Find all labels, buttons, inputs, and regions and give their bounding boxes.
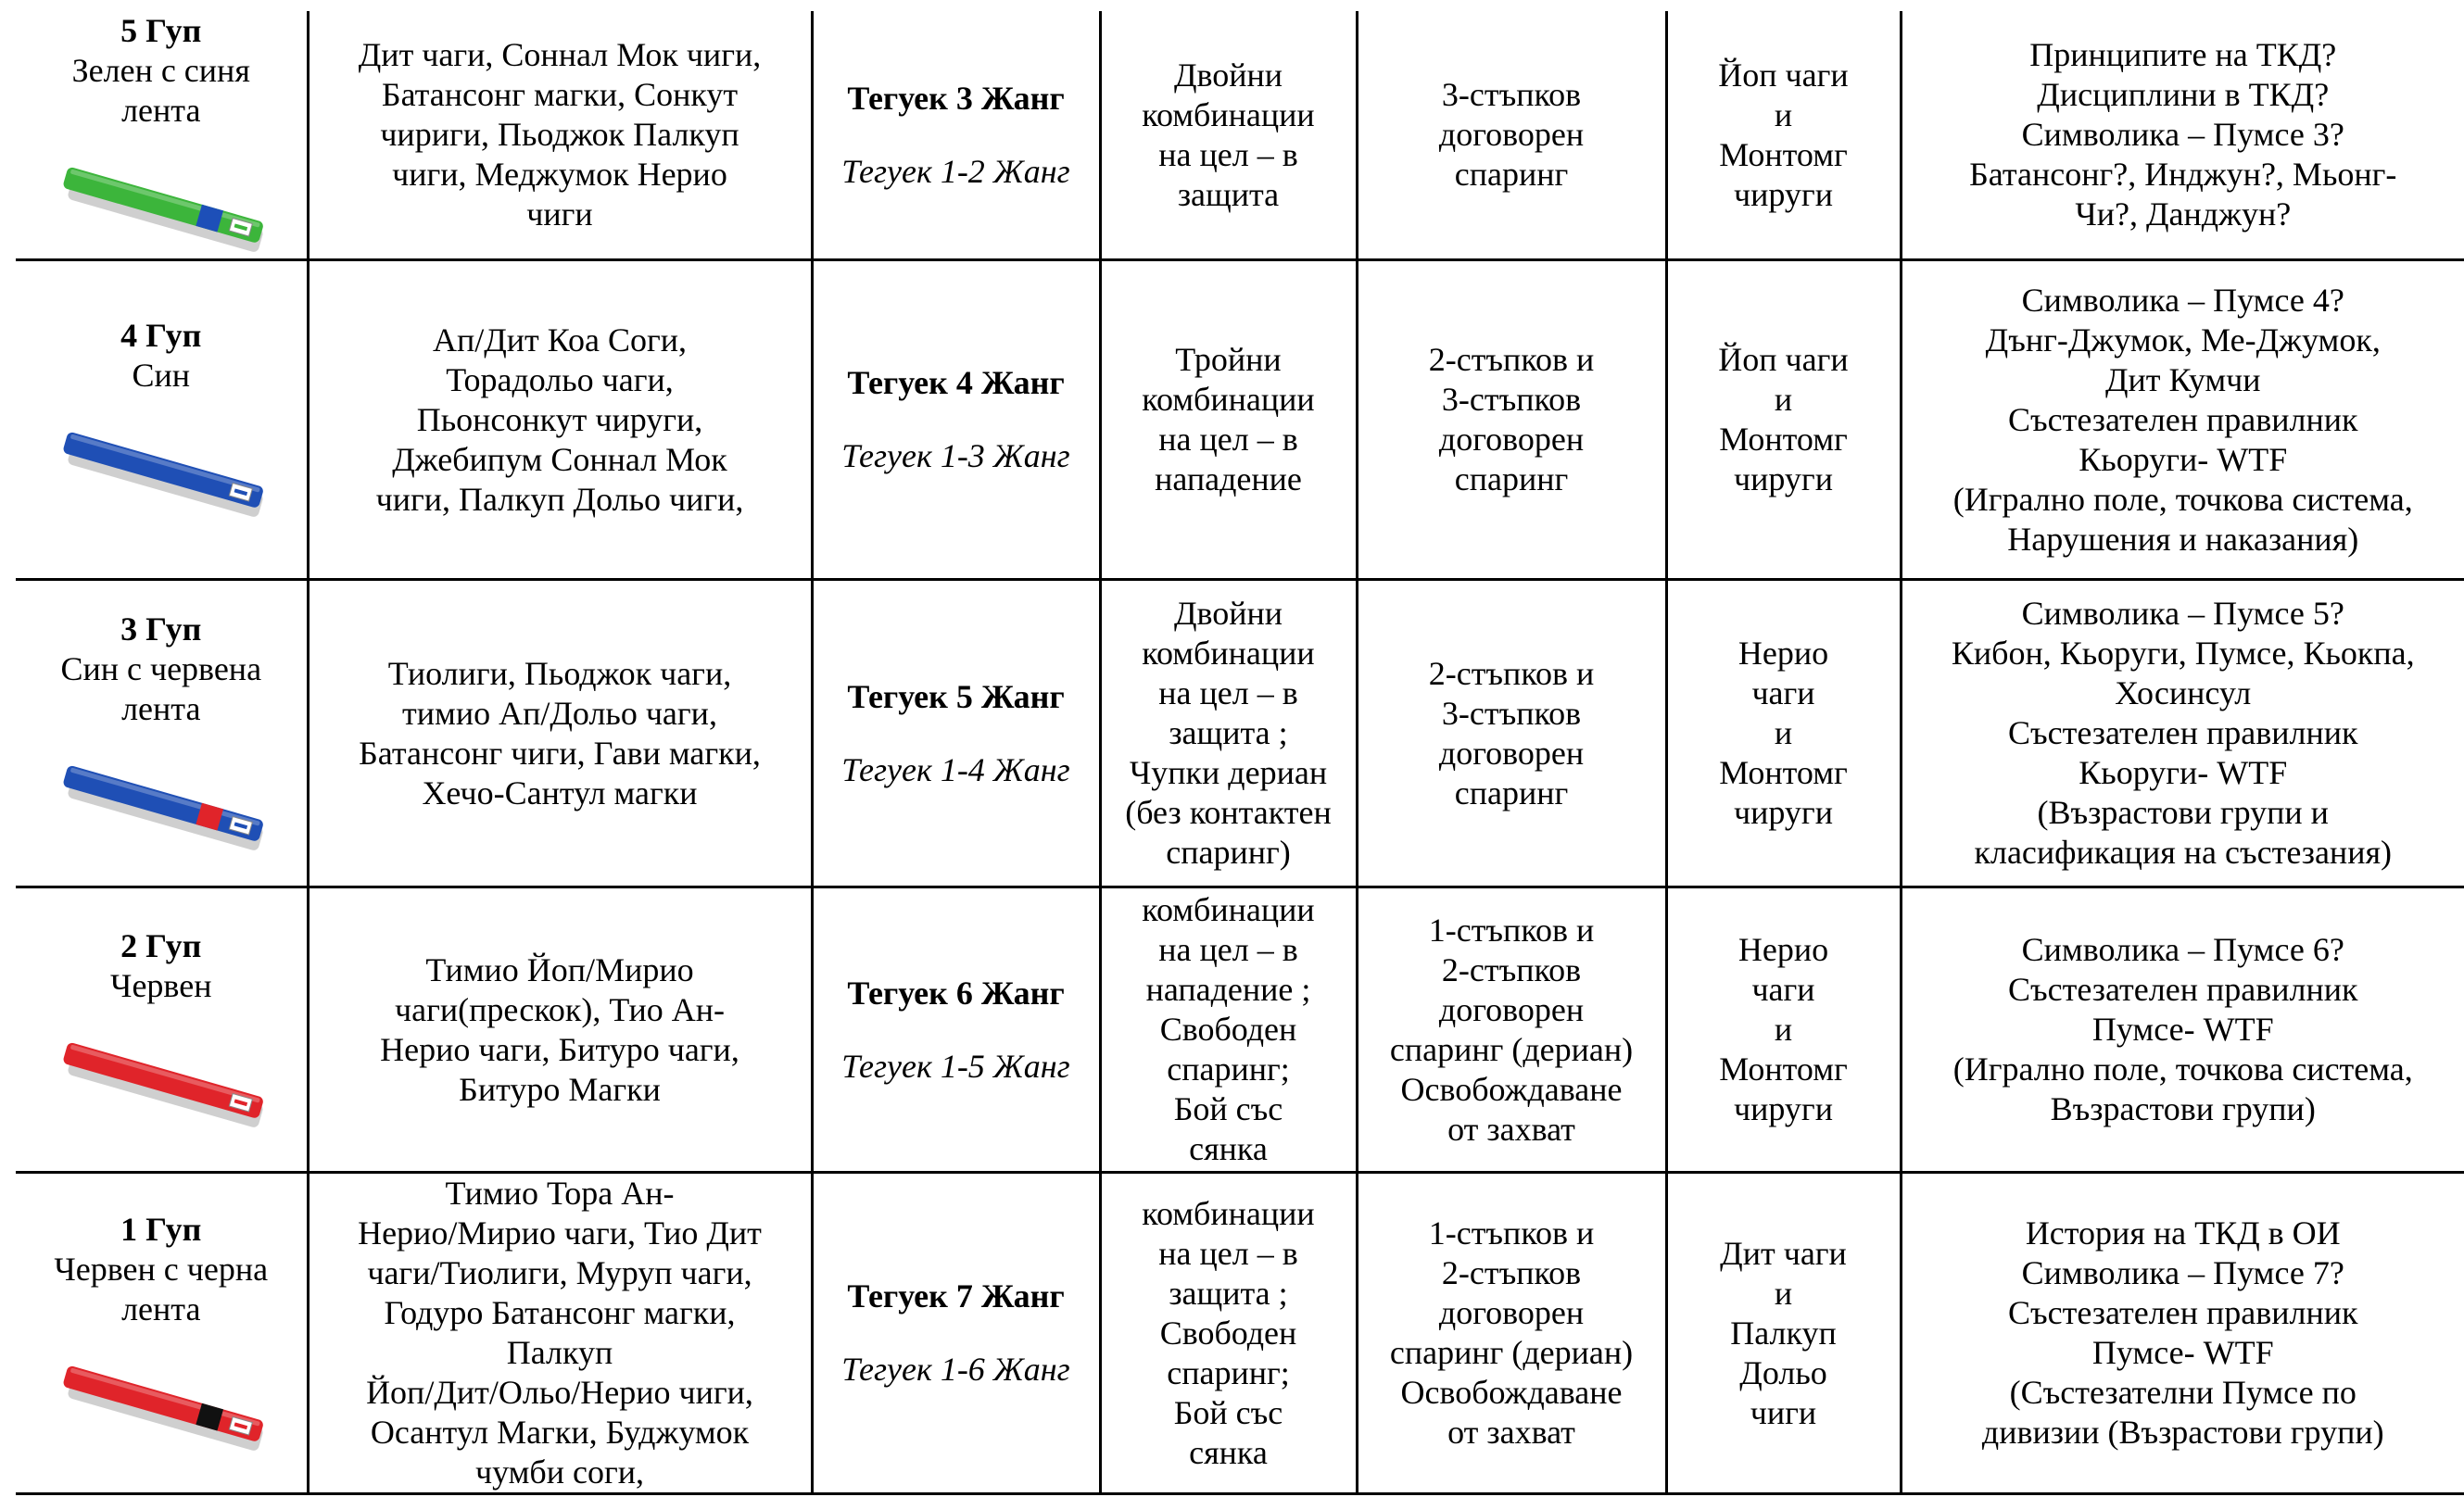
technique-line: Джебипум Соннал Мок xyxy=(392,440,727,478)
technique-line: Тимио Йоп/Мирио xyxy=(425,950,694,988)
sparring-line: договорен xyxy=(1438,116,1585,153)
techniques-cell xyxy=(308,11,812,260)
belt-image xyxy=(50,1365,272,1457)
combination-line: нападение xyxy=(1155,460,1302,497)
poomsae-main: Тегуек 3 Жанг xyxy=(847,79,1065,117)
theory-line: Принципите на ТКД? xyxy=(2029,36,2337,73)
technique-line: Палкуп xyxy=(506,1334,613,1371)
rank-label: 3 Гуп xyxy=(120,610,202,648)
sparring-line: 2-стъпков xyxy=(1441,1254,1582,1291)
kick-line: и xyxy=(1774,95,1793,133)
theory-line: Състезателен правилник xyxy=(2008,400,2358,438)
combination-line: Свободен xyxy=(1159,1011,1297,1048)
technique-line: Дит чаги, Соннал Мок чиги, xyxy=(358,36,762,73)
sparring-line: Освобождаване xyxy=(1400,1070,1623,1108)
technique-line: Торадольо чаги, xyxy=(446,360,674,398)
kick-line: чаги xyxy=(1751,971,1815,1008)
combination-line: спаринг; xyxy=(1167,1050,1290,1088)
rank-cell xyxy=(16,887,308,1173)
poomsae-main: Тегуек 4 Жанг xyxy=(847,364,1065,401)
theory-line: Състезателен правилник xyxy=(2008,714,2358,751)
kick-line: Монтомг xyxy=(1719,135,1848,173)
technique-line: Хечо-Сантул магки xyxy=(422,774,698,811)
techniques-cell xyxy=(308,260,812,580)
sparring-line: от захват xyxy=(1447,1110,1575,1148)
technique-line: Ап/Дит Коа Соги, xyxy=(432,321,688,359)
sparring-line: договорен xyxy=(1438,1294,1585,1331)
sparring-line: спаринг (дериан) xyxy=(1389,1334,1634,1371)
belt-name: Червен с черна xyxy=(54,1250,269,1288)
combination-line: комбинации xyxy=(1142,95,1315,133)
technique-line: чиги, Палкуп Дольо чиги, xyxy=(375,480,744,518)
rank-label: 1 Гуп xyxy=(120,1210,202,1248)
kick-line: и xyxy=(1774,714,1793,751)
sparring-line: Освобождаване xyxy=(1400,1374,1623,1411)
technique-line: чиги, Меджумок Нерио xyxy=(392,156,727,193)
combination-line: защита xyxy=(1177,175,1280,213)
poomsae-main: Тегуек 7 Жанг xyxy=(847,1277,1065,1315)
theory-line: дивизии (Възрастови групи) xyxy=(1981,1414,2384,1451)
belt-image xyxy=(50,166,272,258)
sparring-line: спаринг xyxy=(1454,460,1569,497)
poomsae-main: Тегуек 5 Жанг xyxy=(847,677,1065,715)
kick-line: Монтомг xyxy=(1719,754,1848,791)
sparring-line: договорен xyxy=(1438,421,1585,458)
poomsae-cell xyxy=(812,1173,1100,1494)
belt-name: Зелен с синя xyxy=(71,52,250,89)
theory-cell xyxy=(1901,1173,2464,1494)
sparring-line: спаринг xyxy=(1454,156,1569,193)
combination-line: нападение ; xyxy=(1145,971,1311,1008)
theory-line: Дит Кумчи xyxy=(2104,360,2261,398)
poomsae-review: Тегуек 1-6 Жанг xyxy=(841,1351,1070,1388)
theory-line: (Състезателни Пумсе по xyxy=(2009,1374,2357,1411)
sparring-line: спаринг xyxy=(1454,774,1569,811)
poomsae-cell xyxy=(812,11,1100,260)
combination-line: (без контактен xyxy=(1125,794,1332,831)
sparring-cell xyxy=(1357,887,1666,1173)
sparring-line: 1-стъпков и xyxy=(1428,1214,1595,1252)
technique-line: Пьонсонкут чируги, xyxy=(416,400,703,438)
poomsae-review: Тегуек 1-2 Жанг xyxy=(841,152,1070,190)
combination-line: защита ; xyxy=(1169,714,1288,751)
table-row xyxy=(16,887,2464,1173)
kick-line: Палкуп xyxy=(1730,1314,1837,1352)
combination-line: сянка xyxy=(1189,1130,1268,1167)
theory-line: Символика – Пумсе 7? xyxy=(2021,1254,2344,1291)
sparring-cell xyxy=(1357,580,1666,887)
theory-line: (Игрално поле, точкова система, xyxy=(1952,480,2413,518)
sparring-cell xyxy=(1357,11,1666,260)
kicks-cell xyxy=(1666,1173,1901,1494)
sparring-cell xyxy=(1357,1173,1666,1494)
belt-name: Червен xyxy=(110,966,212,1004)
combination-line: комбинации xyxy=(1142,891,1315,928)
kick-line: чируги xyxy=(1734,460,1833,497)
poomsae-review: Тегуек 1-5 Жанг xyxy=(841,1047,1070,1085)
combination-line: Двойни xyxy=(1173,595,1283,632)
theory-line: Дънг-Джумок, Ме-Джумок, xyxy=(1985,321,2381,359)
technique-line: тимио Ап/Дольо чаги, xyxy=(402,694,717,732)
combination-line: Чупки дериан xyxy=(1129,754,1328,791)
theory-cell xyxy=(1901,887,2464,1173)
sparring-line: 2-стъпков и xyxy=(1428,654,1595,692)
technique-line: Батансонг чиги, Гави магки, xyxy=(359,734,761,772)
combination-line: спаринг; xyxy=(1167,1353,1290,1391)
combinations-cell xyxy=(1100,580,1357,887)
theory-line: Пумсе- WTF xyxy=(2091,1334,2274,1371)
sparring-line: 1-стъпков и xyxy=(1428,911,1595,949)
poomsae-main: Тегуек 6 Жанг xyxy=(847,974,1065,1012)
combination-line: комбинации xyxy=(1142,635,1315,672)
kick-line: чаги xyxy=(1751,674,1815,711)
theory-line: Кьоруги- WTF xyxy=(2079,754,2288,791)
combinations-cell xyxy=(1100,887,1357,1173)
rank-cell xyxy=(16,1173,308,1494)
combination-line: Свободен xyxy=(1159,1314,1297,1352)
belt-image xyxy=(50,431,272,523)
poomsae-cell xyxy=(812,580,1100,887)
rank-cell xyxy=(16,11,308,260)
sparring-line: спаринг (дериан) xyxy=(1389,1030,1634,1068)
theory-line: Нарушения и наказания) xyxy=(2007,520,2359,558)
belt-curriculum-table xyxy=(16,11,2464,1495)
belt-name: Син xyxy=(132,357,191,394)
technique-line: Годуро Батансонг магки, xyxy=(384,1294,736,1331)
combination-line: сянка xyxy=(1189,1433,1268,1471)
kick-line: Нерио xyxy=(1737,931,1829,968)
kick-line: и xyxy=(1774,381,1793,418)
combination-line: на цел – в xyxy=(1158,421,1298,458)
rank-label: 5 Гуп xyxy=(120,12,202,49)
kick-line: Йоп чаги xyxy=(1718,341,1849,378)
technique-line: чумби соги, xyxy=(474,1453,644,1491)
theory-line: Чи?, Данджун? xyxy=(2075,195,2292,233)
theory-line: Символика – Пумсе 4? xyxy=(2021,281,2344,319)
kicks-cell xyxy=(1666,260,1901,580)
table-row xyxy=(16,260,2464,580)
combination-line: комбинации xyxy=(1142,381,1315,418)
theory-line: (Възрастови групи и xyxy=(2037,794,2329,831)
combination-line: защита ; xyxy=(1169,1274,1288,1312)
theory-line: класификация на състезания) xyxy=(1974,834,2393,871)
belt-name: лента xyxy=(121,690,201,727)
combination-line: на цел – в xyxy=(1158,931,1298,968)
theory-line: Символика – Пумсе 5? xyxy=(2021,595,2344,632)
technique-line: Тиолиги, Пьоджок чаги, xyxy=(387,654,732,692)
belt-image xyxy=(50,764,272,857)
sparring-line: договорен xyxy=(1438,734,1585,772)
table-body xyxy=(16,11,2464,1494)
rank-cell xyxy=(16,580,308,887)
kick-line: и xyxy=(1774,1274,1793,1312)
poomsae-review: Тегуек 1-4 Жанг xyxy=(841,750,1070,788)
kick-line: Дольо xyxy=(1739,1353,1827,1391)
combination-line: Бой със xyxy=(1173,1090,1283,1127)
sparring-line: 2-стъпков xyxy=(1441,950,1582,988)
technique-line: чириги, Пьоджок Палкуп xyxy=(380,116,739,153)
kick-line: Дит чаги xyxy=(1720,1234,1847,1272)
kick-line: Йоп чаги xyxy=(1718,56,1849,94)
combinations-cell xyxy=(1100,260,1357,580)
theory-line: Хосинсул xyxy=(2115,674,2252,711)
sparring-line: 3-стъпков xyxy=(1441,694,1582,732)
kicks-cell xyxy=(1666,887,1901,1173)
kick-line: чируги xyxy=(1734,175,1833,213)
kick-line: Монтомг xyxy=(1719,421,1848,458)
theory-cell xyxy=(1901,260,2464,580)
kick-line: чиги xyxy=(1750,1393,1817,1431)
kicks-cell xyxy=(1666,580,1901,887)
combination-line: спаринг) xyxy=(1166,834,1291,871)
technique-line: Тимио Тора Ан- xyxy=(445,1175,675,1212)
kick-line: Монтомг xyxy=(1719,1050,1848,1088)
theory-line: Дисциплини в ТКД? xyxy=(2037,76,2330,113)
technique-line: чаги(прескок), Тио Ан- xyxy=(395,990,725,1028)
kicks-cell xyxy=(1666,11,1901,260)
kick-line: чируги xyxy=(1734,794,1833,831)
combination-line: на цел – в xyxy=(1158,674,1298,711)
techniques-cell xyxy=(308,887,812,1173)
theory-line: Символика – Пумсе 6? xyxy=(2021,931,2344,968)
combinations-cell xyxy=(1100,11,1357,260)
theory-line: Състезателен правилник xyxy=(2008,971,2358,1008)
rank-label: 2 Гуп xyxy=(120,926,202,964)
techniques-cell xyxy=(308,580,812,887)
technique-line: Битуро Магки xyxy=(459,1070,661,1108)
combination-line: Двойни xyxy=(1173,56,1283,94)
theory-cell xyxy=(1901,11,2464,260)
theory-cell xyxy=(1901,580,2464,887)
combination-line: на цел – в xyxy=(1158,135,1298,173)
belt-name: лента xyxy=(121,92,201,129)
sparring-cell xyxy=(1357,260,1666,580)
kick-line: и xyxy=(1774,1011,1793,1048)
theory-line: Пумсе- WTF xyxy=(2091,1011,2274,1048)
technique-line: Нерио/Мирио чаги, Тио Дит xyxy=(358,1214,762,1252)
table-row xyxy=(16,11,2464,260)
theory-line: Кьоруги- WTF xyxy=(2079,440,2288,478)
belt-name: Син с червена xyxy=(60,650,262,687)
combinations-cell xyxy=(1100,1173,1357,1494)
rank-label: 4 Гуп xyxy=(120,317,202,354)
kick-line: Нерио xyxy=(1737,635,1829,672)
techniques-cell xyxy=(308,1173,812,1494)
theory-line: Кибон, Кьоруги, Пумсе, Кьокпа, xyxy=(1951,635,2415,672)
theory-line: Състезателен правилник xyxy=(2008,1294,2358,1331)
technique-line: Йоп/Дит/Ольо/Нерио чиги, xyxy=(366,1374,753,1411)
belt-image xyxy=(50,1041,272,1134)
sparring-line: договорен xyxy=(1438,990,1585,1028)
poomsae-cell xyxy=(812,260,1100,580)
combination-line: на цел – в xyxy=(1158,1234,1298,1272)
poomsae-cell xyxy=(812,887,1100,1173)
technique-line: Нерио чаги, Битуро чаги, xyxy=(380,1030,739,1068)
combination-line: комбинации xyxy=(1142,1194,1315,1232)
technique-line: Осантул Магки, Буджумок xyxy=(370,1414,750,1451)
poomsae-review: Тегуек 1-3 Жанг xyxy=(841,437,1070,474)
sparring-line: от захват xyxy=(1447,1414,1575,1451)
sparring-line: 2-стъпков и xyxy=(1428,341,1595,378)
sparring-line: 3-стъпков xyxy=(1441,381,1582,418)
table-row xyxy=(16,580,2464,887)
theory-line: Възрастови групи) xyxy=(2050,1090,2316,1127)
kick-line: чируги xyxy=(1734,1090,1833,1127)
technique-line: Батансонг магки, Сонкут xyxy=(381,76,739,113)
sparring-line: 3-стъпков xyxy=(1441,76,1582,113)
rank-cell xyxy=(16,260,308,580)
combination-line: Бой със xyxy=(1173,1393,1283,1431)
table-row xyxy=(16,1173,2464,1494)
theory-line: История на ТКД в ОИ xyxy=(2025,1214,2341,1252)
combination-line: Тройни xyxy=(1175,341,1282,378)
technique-line: чаги/Тиолиги, Муруп чаги, xyxy=(367,1254,752,1291)
theory-line: (Игрално поле, точкова система, xyxy=(1952,1050,2413,1088)
belt-name: лента xyxy=(121,1289,201,1327)
theory-line: Батансонг?, Инджун?, Мьонг- xyxy=(1969,156,2397,193)
theory-line: Символика – Пумсе 3? xyxy=(2021,116,2344,153)
technique-line: чиги xyxy=(526,195,593,233)
